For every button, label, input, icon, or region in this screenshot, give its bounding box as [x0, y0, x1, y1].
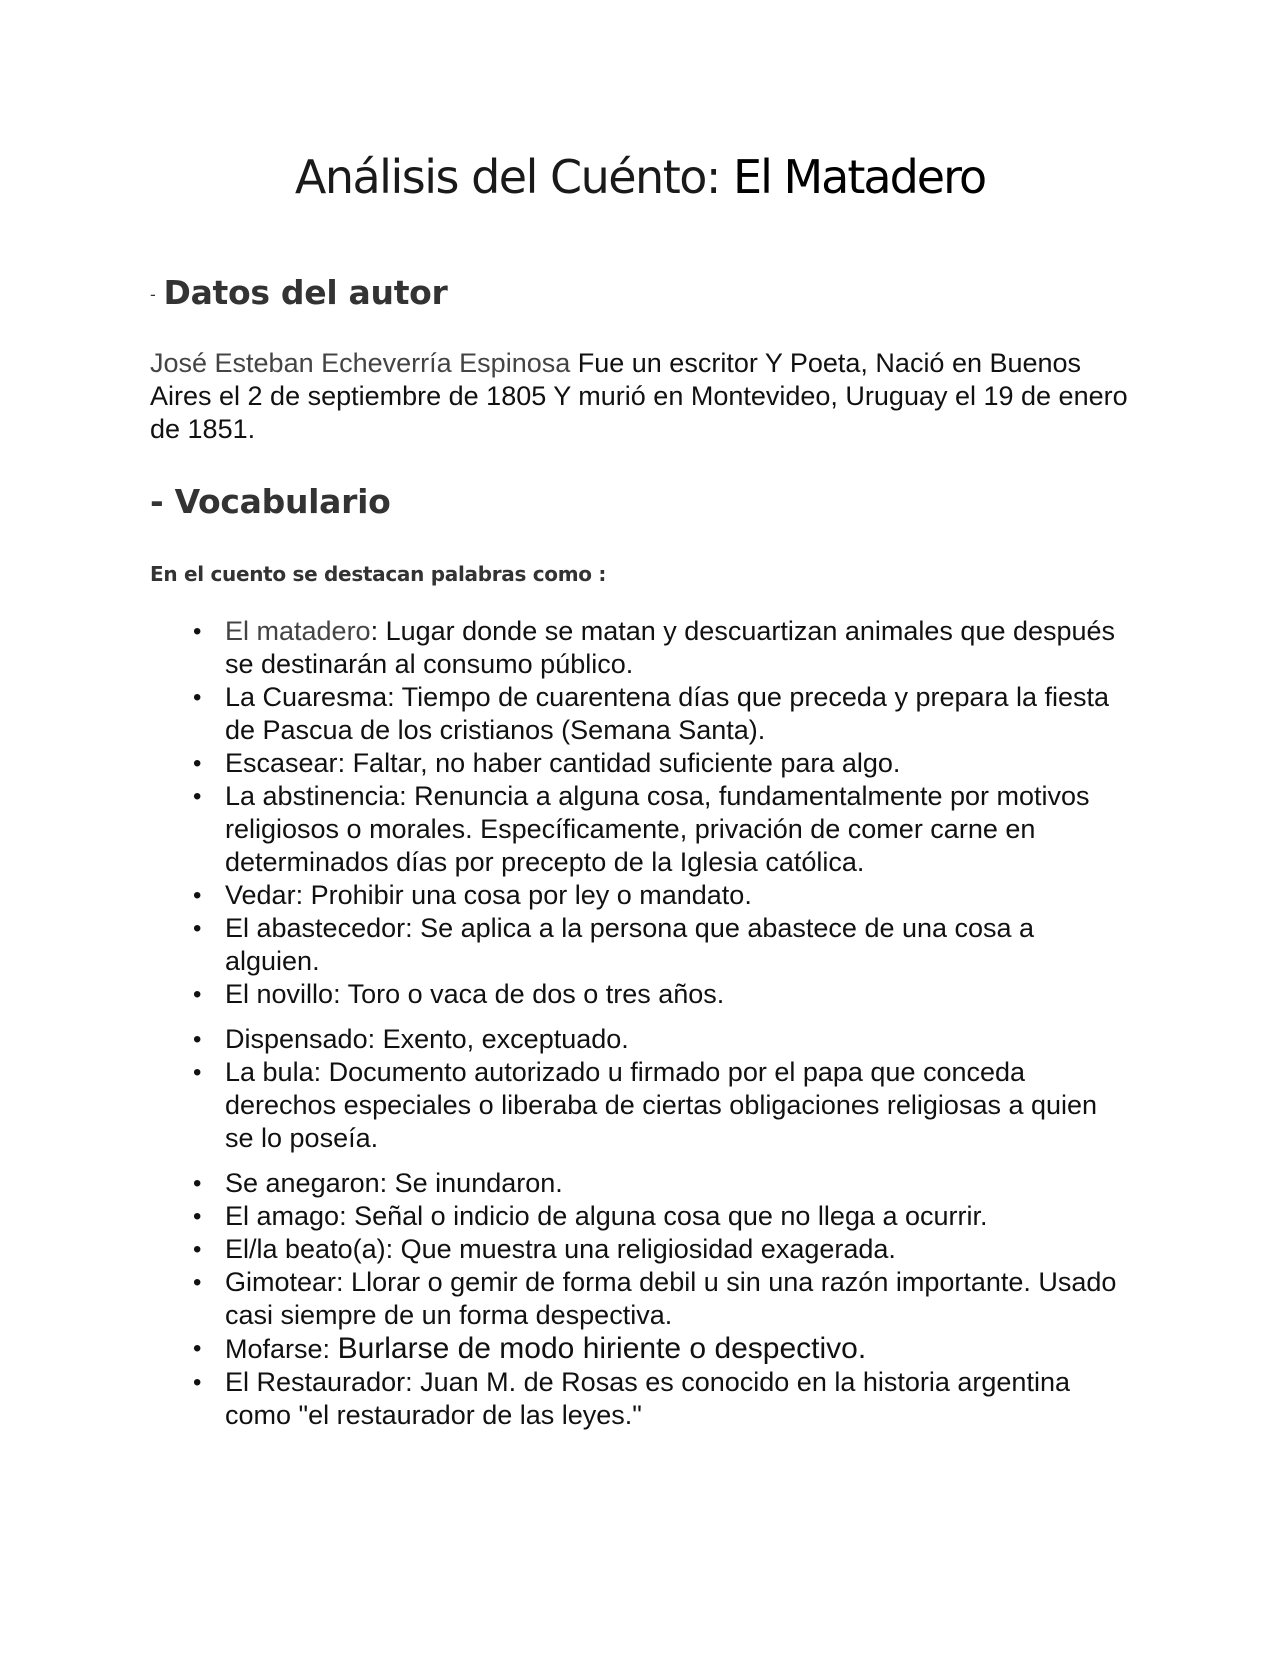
author-section-heading	[150, 273, 448, 312]
list-item	[225, 978, 1125, 1011]
vocab-definition: : Renuncia a alguna cosa, fundamentalmente por motivos religiosos o morales. Específicamente, privación de comer carne en determinados días por precepto de la Iglesia católica.	[225, 781, 1090, 877]
vocab-term: Vedar	[225, 880, 296, 910]
list-item	[225, 912, 1125, 978]
author-bio: Fue un escritor Y Poeta, Nació en Buenos Aires el 2 de septiembre de 1805 Y murió en Montevideo, Uruguay el 19 de enero de 1851.	[150, 348, 1128, 444]
vocab-term: Mofarse	[225, 1334, 323, 1364]
vocab-term: Se anegaron	[225, 1168, 380, 1198]
list-item	[225, 615, 1125, 681]
list-item	[225, 879, 1125, 912]
vocab-term: El matadero	[225, 616, 371, 646]
heading-dash: -	[150, 285, 156, 304]
vocab-definition: : Se aplica a la persona que abastece de una cosa a alguien.	[225, 913, 1035, 976]
vocab-definition: : Toro o vaca de dos o tres años.	[333, 979, 725, 1009]
vocab-definition: : Lugar donde se matan y descuartizan animales que después se destinarán al consumo público.	[225, 616, 1116, 679]
author-paragraph	[150, 347, 1130, 446]
vocab-definition-separator: :	[322, 1334, 338, 1364]
vocab-term: El abastecedor	[225, 913, 406, 943]
vocab-term: Gimotear	[225, 1267, 337, 1297]
vocabulary-intro: En el cuento se destacan palabras como :	[150, 562, 607, 586]
vocab-definition: : Llorar o gemir de forma debil u sin una razón importante. Usado casi siempre de un forma despectiva.	[225, 1267, 1117, 1330]
vocab-term: El/la beato(a)	[225, 1234, 386, 1264]
vocab-definition: : Juan M. de Rosas es conocido en la historia argentina como "el restaurador de las leyes."	[225, 1367, 1070, 1430]
document-title	[0, 150, 1280, 204]
vocab-definition: : Documento autorizado u firmado por el papa que conceda derechos especiales o liberaba de ciertas obligaciones religiosas a quien se lo poseía.	[225, 1057, 1098, 1153]
title-main: El Matadero	[733, 150, 986, 204]
list-item	[225, 1366, 1125, 1432]
vocab-definition: : Señal o indicio de alguna cosa que no llega a ocurrir.	[339, 1201, 988, 1231]
vocab-term: La abstinencia	[225, 781, 400, 811]
vocabulary-section-heading: - Vocabulario	[150, 482, 391, 521]
author-name: José Esteban Echeverría Espinosa	[150, 348, 571, 378]
list-item	[225, 1332, 1125, 1366]
vocab-term: El amago	[225, 1201, 340, 1231]
title-prefix: Análisis del Cuénto:	[294, 150, 733, 204]
list-item	[225, 681, 1125, 747]
vocab-term: El novillo	[225, 979, 334, 1009]
list-item	[225, 1056, 1125, 1155]
list-item	[225, 1200, 1125, 1233]
vocab-term: La Cuaresma	[225, 682, 388, 712]
vocab-definition: : Exento, exceptuado.	[367, 1024, 629, 1054]
list-item	[225, 780, 1125, 879]
vocab-term: Dispensado	[225, 1024, 368, 1054]
list-item	[225, 1266, 1125, 1332]
list-item	[225, 1023, 1125, 1056]
vocab-definition: : Que muestra una religiosidad exagerada.	[385, 1234, 896, 1264]
vocab-term: La bula	[225, 1057, 314, 1087]
vocab-definition: Burlarse de modo hiriente o despectivo.	[337, 1332, 867, 1365]
vocabulary-list	[225, 615, 1125, 1432]
vocab-term: Escasear	[225, 748, 338, 778]
author-heading-text: Datos del autor	[163, 273, 448, 312]
vocab-definition: : Faltar, no haber cantidad suficiente para algo.	[337, 748, 901, 778]
list-item	[225, 747, 1125, 780]
vocab-term: El Restaurador	[225, 1367, 406, 1397]
vocab-definition: : Prohibir una cosa por ley o mandato.	[295, 880, 752, 910]
list-item	[225, 1233, 1125, 1266]
vocab-definition: : Se inundaron.	[379, 1168, 563, 1198]
list-item	[225, 1167, 1125, 1200]
vocab-definition: : Tiempo de cuarentena días que preceda y prepara la fiesta de Pascua de los cristianos (Semana Santa).	[225, 682, 1110, 745]
